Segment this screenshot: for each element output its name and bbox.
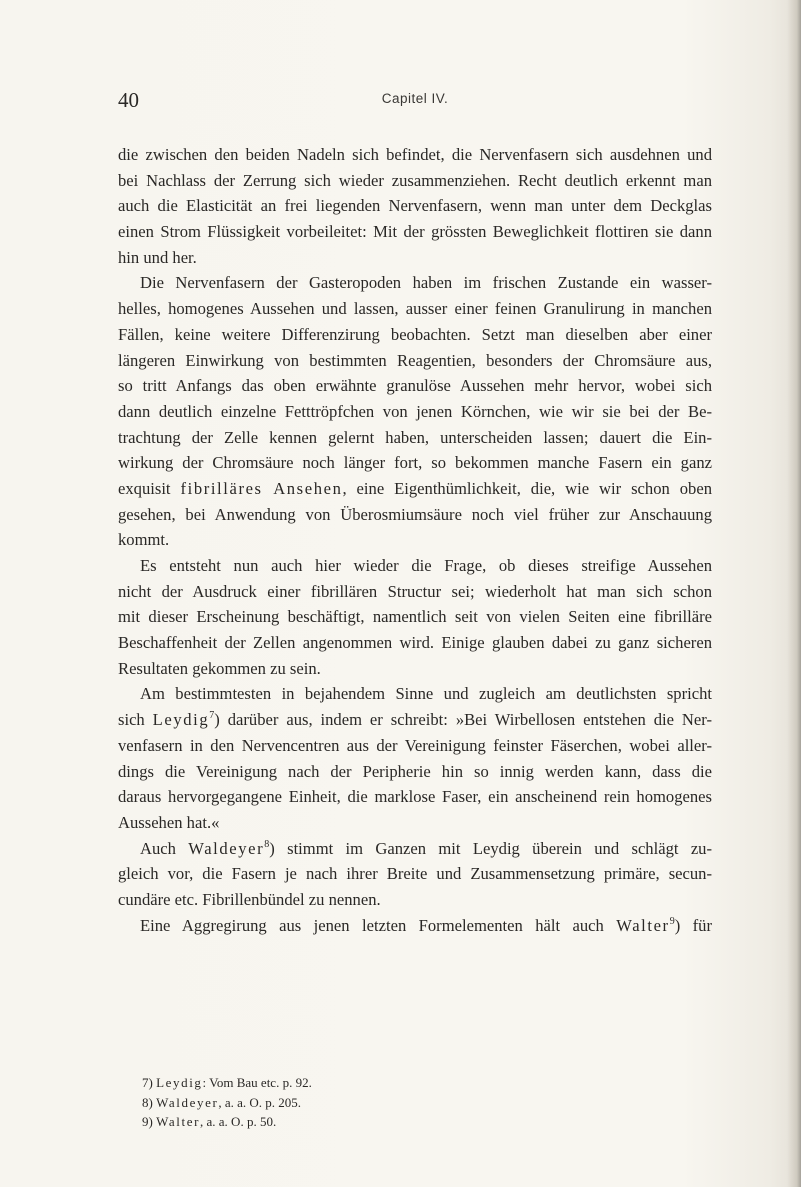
text-line: Am bestimmtesten in bejahendem Sinne und zugleich am deutlichsten spricht xyxy=(140,684,712,704)
text-line: längeren Einwirkung von bestimmten Reagentien, besonders der Chromsäure aus, xyxy=(118,350,712,370)
text-segment: Auch xyxy=(140,838,189,858)
text-line: nicht der Ausdruck einer fibrillären Structur sei; wiederholt hat man sich schon xyxy=(118,581,712,601)
text-line: gleich vor, die Fasern je nach ihrer Breite und Zusammensetzung primäre, secun- xyxy=(118,864,712,884)
author-name: Walter xyxy=(616,915,670,935)
text-line xyxy=(118,836,712,862)
text-line: helles, homogenes Aussehen und lassen, ausser einer feinen Granulirung in manchen xyxy=(118,299,712,319)
text-line: kommt. xyxy=(118,530,170,550)
footnote-author: Waldeyer xyxy=(156,1094,219,1110)
footnote-ref: 7 xyxy=(209,710,215,722)
text-line xyxy=(118,707,712,733)
footnote-number: 8) xyxy=(142,1094,153,1110)
text-segment: exquisit xyxy=(118,478,181,498)
text-segment: sich xyxy=(118,710,153,730)
text-line: Es entsteht nun auch hier wieder die Frage, ob dieses streifige Aussehen xyxy=(140,556,712,575)
footnote xyxy=(142,1073,702,1093)
text-line: einen Strom Flüssigkeit vorbeileitet: Mit der grössten Beweglichkeit flottiren sie dann xyxy=(118,222,712,242)
footnote-ref: 8 xyxy=(264,838,270,850)
text-line: Resultaten gekommen zu sein. xyxy=(118,658,321,678)
text-line: wirkung der Chromsäure noch länger fort, so bekommen manche Fasern ein ganz xyxy=(118,453,712,473)
body-text xyxy=(118,142,712,938)
footnote-text: , a. a. O. p. 50. xyxy=(200,1114,277,1129)
page-number: 40 xyxy=(118,88,139,112)
text-line: die zwischen den beiden Nadeln sich befindet, die Nervenfasern sich ausdehnen und xyxy=(118,145,712,164)
footnote xyxy=(142,1093,702,1113)
text-line: auch die Elasticität an frei liegenden Nervenfasern, wenn man unter dem Deckglas xyxy=(118,196,712,216)
text-line: hin und her. xyxy=(118,247,197,267)
text-line: bei Nachlass der Zerrung sich wieder zusammenziehen. Recht deutlich erkennt man xyxy=(118,170,712,190)
footnote-text: , a. a. O. p. 205. xyxy=(218,1094,302,1110)
text-line: gesehen, bei Anwendung von Überosmiumsäure noch viel früher zur Anschauung xyxy=(118,504,712,524)
text-line: venfasern in den Nervencentren aus der Vereinigung feinster Fäserchen, wobei aller- xyxy=(118,735,712,755)
footnote-author: Leydig xyxy=(156,1075,203,1090)
page-header xyxy=(118,88,712,118)
text-segment: Eine Aggregirung aus jenen letzten Formelementen hält auch xyxy=(140,915,617,935)
footnote-author: Walter xyxy=(156,1114,201,1129)
text-line: mit dieser Erscheinung beschäftigt, namentlich seit von vielen Seiten eine fibrilläre xyxy=(118,607,712,627)
text-line: dings die Vereinigung nach der Peripherie hin so innig werden kann, dass die xyxy=(118,761,712,781)
text-line: trachtung der Zelle kennen gelernt haben, unterscheiden lassen; dauert die Ein- xyxy=(118,427,712,447)
text-line xyxy=(118,476,712,502)
text-line: dann deutlich einzelne Fetttröpfchen von jenen Körnchen, wie wir sie bei der Be- xyxy=(118,401,712,421)
footnote-number: 7) xyxy=(142,1075,153,1090)
text-line: so tritt Anfangs das oben erwähnte granulöse Aussehen mehr hervor, wobei sich xyxy=(118,376,712,396)
footnote-number: 9) xyxy=(142,1114,153,1129)
footnote-ref: 9 xyxy=(669,915,675,927)
page-edge-shadow xyxy=(787,0,801,1187)
text-segment: ) stimmt im Ganzen mit Leydig überein und schlägt zu- xyxy=(269,838,713,858)
text-line: daraus hervorgegangene Einheit, die marklose Faser, ein anscheinend rein homogenes xyxy=(118,787,712,807)
text-line: Aussehen hat.« xyxy=(118,812,220,832)
text-line: Die Nervenfasern der Gasteropoden haben im frischen Zustande ein wasser- xyxy=(140,273,712,293)
text-segment: ) für xyxy=(674,915,712,935)
footnote xyxy=(142,1112,702,1132)
spaced-emphasis: fibrilläres Ansehen xyxy=(180,478,343,498)
running-title: Capitel IV. xyxy=(381,91,449,106)
text-line: Fällen, keine weitere Differenzirung beobachten. Setzt man dieselben aber einer xyxy=(118,324,712,344)
text-line xyxy=(118,913,712,939)
text-segment: , eine Eigenthümlichkeit, die, wie wir schon oben xyxy=(342,478,712,498)
footnotes xyxy=(142,1073,702,1132)
text-line: cundäre etc. Fibrillenbündel zu nennen. xyxy=(118,889,381,909)
footnote-text: : Vom Bau etc. p. 92. xyxy=(202,1075,312,1090)
text-segment: ) darüber aus, indem er schreibt: »Bei Wirbellosen entstehen die Ner- xyxy=(214,710,712,730)
author-name: Leydig xyxy=(152,710,210,730)
author-name: Waldeyer xyxy=(188,838,265,858)
text-line: Beschaffenheit der Zellen angenommen wird. Einige glauben dabei zu ganz sicheren xyxy=(118,633,712,653)
